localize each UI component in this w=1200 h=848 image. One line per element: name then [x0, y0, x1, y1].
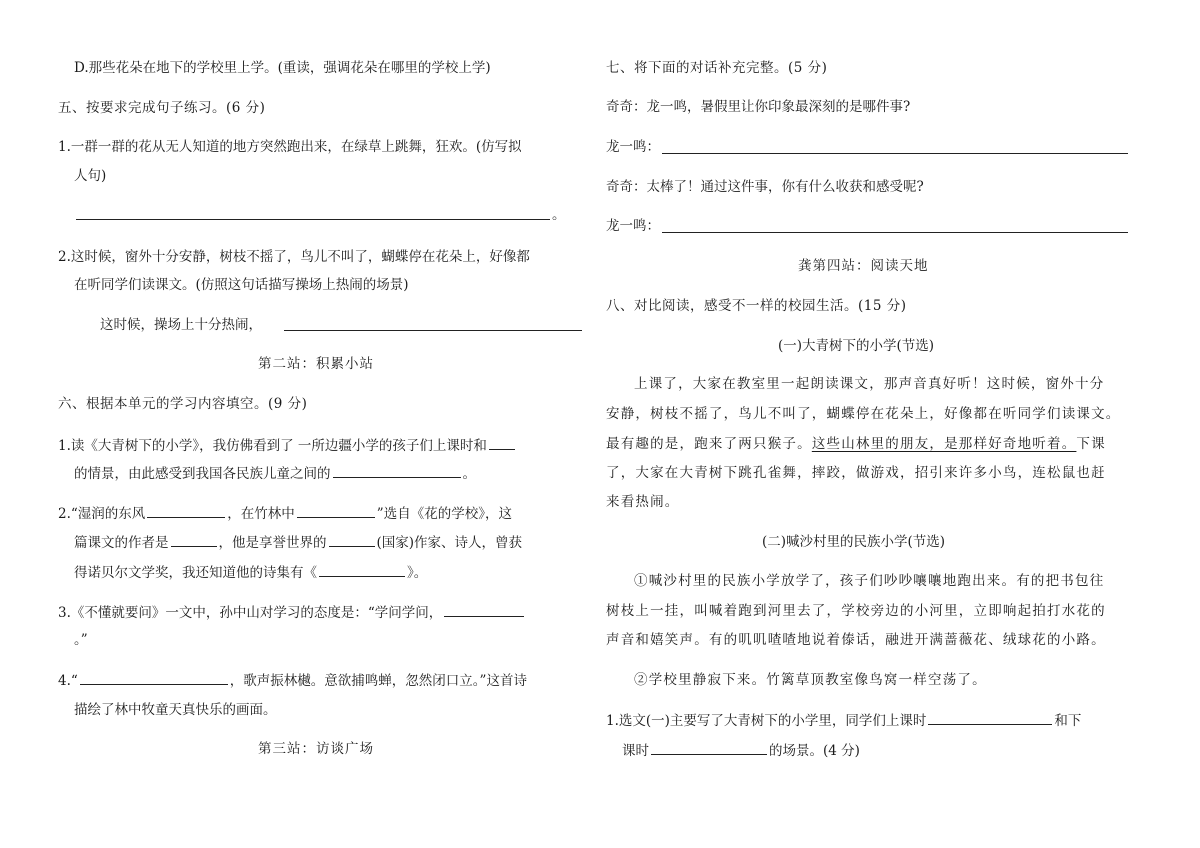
q6-4-text-b: ，歌声振林樾。意欲捕鸣蝉，忽然闭口立。”这首诗	[229, 673, 527, 689]
q6-2-text-h: 》。	[407, 565, 428, 581]
q6-1-text-b: 的情景，由此感受到我国各民族儿童之间的	[74, 466, 331, 482]
q6-1-blank-1[interactable]	[489, 435, 515, 450]
q5-2-text-cont: 在听同学们读课文。(仿照这句话描写操场上热闹的场景)	[74, 277, 409, 293]
q5-1-text: 1.一群一群的花从无人知道的地方突然跑出来，在绿草上跳舞，狂欢。(仿写拟	[58, 139, 522, 155]
q6-2-text-b: ，在竹林中	[227, 506, 295, 522]
station-4-title: 龚第四站：阅读天地	[798, 258, 929, 274]
q7-answer-blank-1[interactable]	[662, 153, 1128, 154]
q6-2-blank-5[interactable]	[319, 562, 405, 577]
q6-4-text-cont: 描绘了林中牧童天真快乐的画面。	[74, 702, 277, 718]
q7-answer-blank-2[interactable]	[662, 232, 1128, 233]
q6-1-period: 。	[462, 466, 476, 482]
q6-2-text-a: 2.“湿润的东风	[58, 506, 146, 522]
q8-1-blank-1[interactable]	[928, 710, 1052, 725]
passage-1-line-4: 了，大家在大青树下跳孔雀舞，摔跤，做游戏，招引来许多小鸟，连松鼠也赶	[606, 465, 1106, 481]
q6-3-text	[58, 602, 526, 623]
q8-1-text-d: 的场景。(4 分)	[769, 743, 860, 759]
passage-2-line-2: 树枝上一挂，叫喊着跑到河里去了，学校旁边的小河里，立即响起拍打水花的	[606, 603, 1106, 619]
station-3-title: 第三站：访谈广场	[258, 741, 374, 757]
q6-4-text	[58, 670, 527, 691]
passage-1-title: (一)大青树下的小学(节选)	[778, 338, 935, 354]
passage-1-line-3-a: 最有趣的是，跑来了两只猴子。	[606, 436, 812, 452]
q5-2-prompt: 这时候，操场上十分热闹，	[100, 317, 262, 333]
q6-2-text-f: (国家)作家、诗人，曾获	[376, 535, 523, 551]
q8-1-text-c: 课时	[622, 743, 649, 759]
q5-1-text-cont: 人句)	[74, 168, 107, 184]
q6-2-text-cont	[74, 532, 522, 553]
passage-2-line-1: ①喊沙村里的民族小学放学了，孩子们吵吵嚷嚷地跑出来。有的把书包往	[634, 573, 1105, 589]
q5-1-period: 。	[552, 207, 566, 223]
passage-1-line-2: 安静，树枝不摇了，鸟儿不叫了，蝴蝶停在花朵上，好像都在听同学们读课文。	[606, 406, 1121, 422]
q7-qiqi-line-2: 奇奇：太棒了！通过这件事，你有什么收获和感受呢?	[606, 179, 924, 195]
q6-4-blank[interactable]	[80, 670, 228, 685]
q6-3-text-a: 3.《不懂就要问》一文中，孙中山对学习的态度是：“学问学问，	[58, 605, 443, 621]
q7-heading: 七、将下面的对话补充完整。(5 分)	[606, 60, 828, 76]
q6-3-text-cont: 。”	[74, 632, 88, 648]
q8-1-text-cont	[622, 740, 860, 761]
q6-2-text-e: ，他是享誉世界的	[218, 535, 327, 551]
q5-1-answer-blank[interactable]	[76, 219, 550, 220]
q6-1-text	[58, 435, 517, 456]
passage-1-underlined-sentence: 这些山林里的朋友，是那样好奇地听着。	[811, 436, 1077, 452]
q6-2-blank-1[interactable]	[147, 503, 225, 518]
passage-1-line-5: 来看热闹。	[606, 494, 680, 510]
q6-2-blank-2[interactable]	[297, 503, 375, 518]
q6-2-text-g: 得诺贝尔文学奖，我还知道他的诗集有《	[74, 565, 317, 581]
passage-2-line-4: ②学校里静寂下来。竹篱草顶教室像鸟窝一样空荡了。	[634, 672, 987, 688]
q8-1-blank-2[interactable]	[651, 740, 767, 755]
passage-1-line-3-c: 下课	[1076, 436, 1106, 452]
q7-lym-label-2: 龙一鸣：	[606, 218, 660, 234]
q5-heading: 五、按要求完成句子练习。(6 分)	[58, 100, 266, 116]
q6-2-blank-3[interactable]	[171, 532, 217, 547]
q8-1-text-a: 1.选文(一)主要写了大青树下的小学里，同学们上课时	[606, 713, 927, 729]
q6-1-blank-2[interactable]	[333, 463, 461, 478]
passage-1-line-3	[606, 434, 1106, 454]
q6-2-text-d: 篇课文的作者是	[74, 535, 169, 551]
passage-2-line-3: 声音和嬉笑声。有的叽叽喳喳地说着傣话，融进开满蔷薇花、绒球花的小路。	[606, 632, 1106, 648]
q6-4-text-a: 4.“	[58, 673, 78, 689]
q6-3-blank[interactable]	[444, 602, 524, 617]
q8-1-text-b: 和下	[1054, 713, 1082, 729]
q6-2-text	[58, 503, 512, 524]
q6-2-text-cont2	[74, 562, 427, 583]
q6-1-text-a: 1.读《大青树下的小学》，我仿佛看到了 一所边疆小学的孩子们上课时和	[58, 438, 487, 454]
station-2-title: 第二站：积累小站	[258, 356, 374, 372]
q6-1-text-cont	[74, 463, 476, 484]
passage-1-line-1: 上课了，大家在教室里一起朗读课文，那声音真好听！这时候，窗外十分	[634, 376, 1105, 392]
passage-2-title: (二)喊沙村里的民族小学(节选)	[762, 534, 946, 550]
q8-1-text	[606, 710, 1081, 731]
q4-option-d: D.那些花朵在地下的学校里上学。(重读，强调花朵在哪里的学校上学)	[74, 60, 491, 76]
q5-2-text: 2.这时候，窗外十分安静，树枝不摇了，鸟儿不叫了，蝴蝶停在花朵上，好像都	[58, 249, 530, 265]
q7-lym-label-1: 龙一鸣：	[606, 139, 660, 155]
q6-2-text-c: ”选自《花的学校》，这	[376, 506, 512, 522]
q7-qiqi-line-1: 奇奇：龙一鸣，暑假里让你印象最深刻的是哪件事?	[606, 99, 911, 115]
q6-2-blank-4[interactable]	[329, 532, 375, 547]
q8-heading: 八、对比阅读，感受不一样的校园生活。(15 分)	[606, 298, 907, 314]
q5-2-answer-blank[interactable]	[284, 330, 582, 331]
q6-heading: 六、根据本单元的学习内容填空。(9 分)	[58, 396, 308, 412]
